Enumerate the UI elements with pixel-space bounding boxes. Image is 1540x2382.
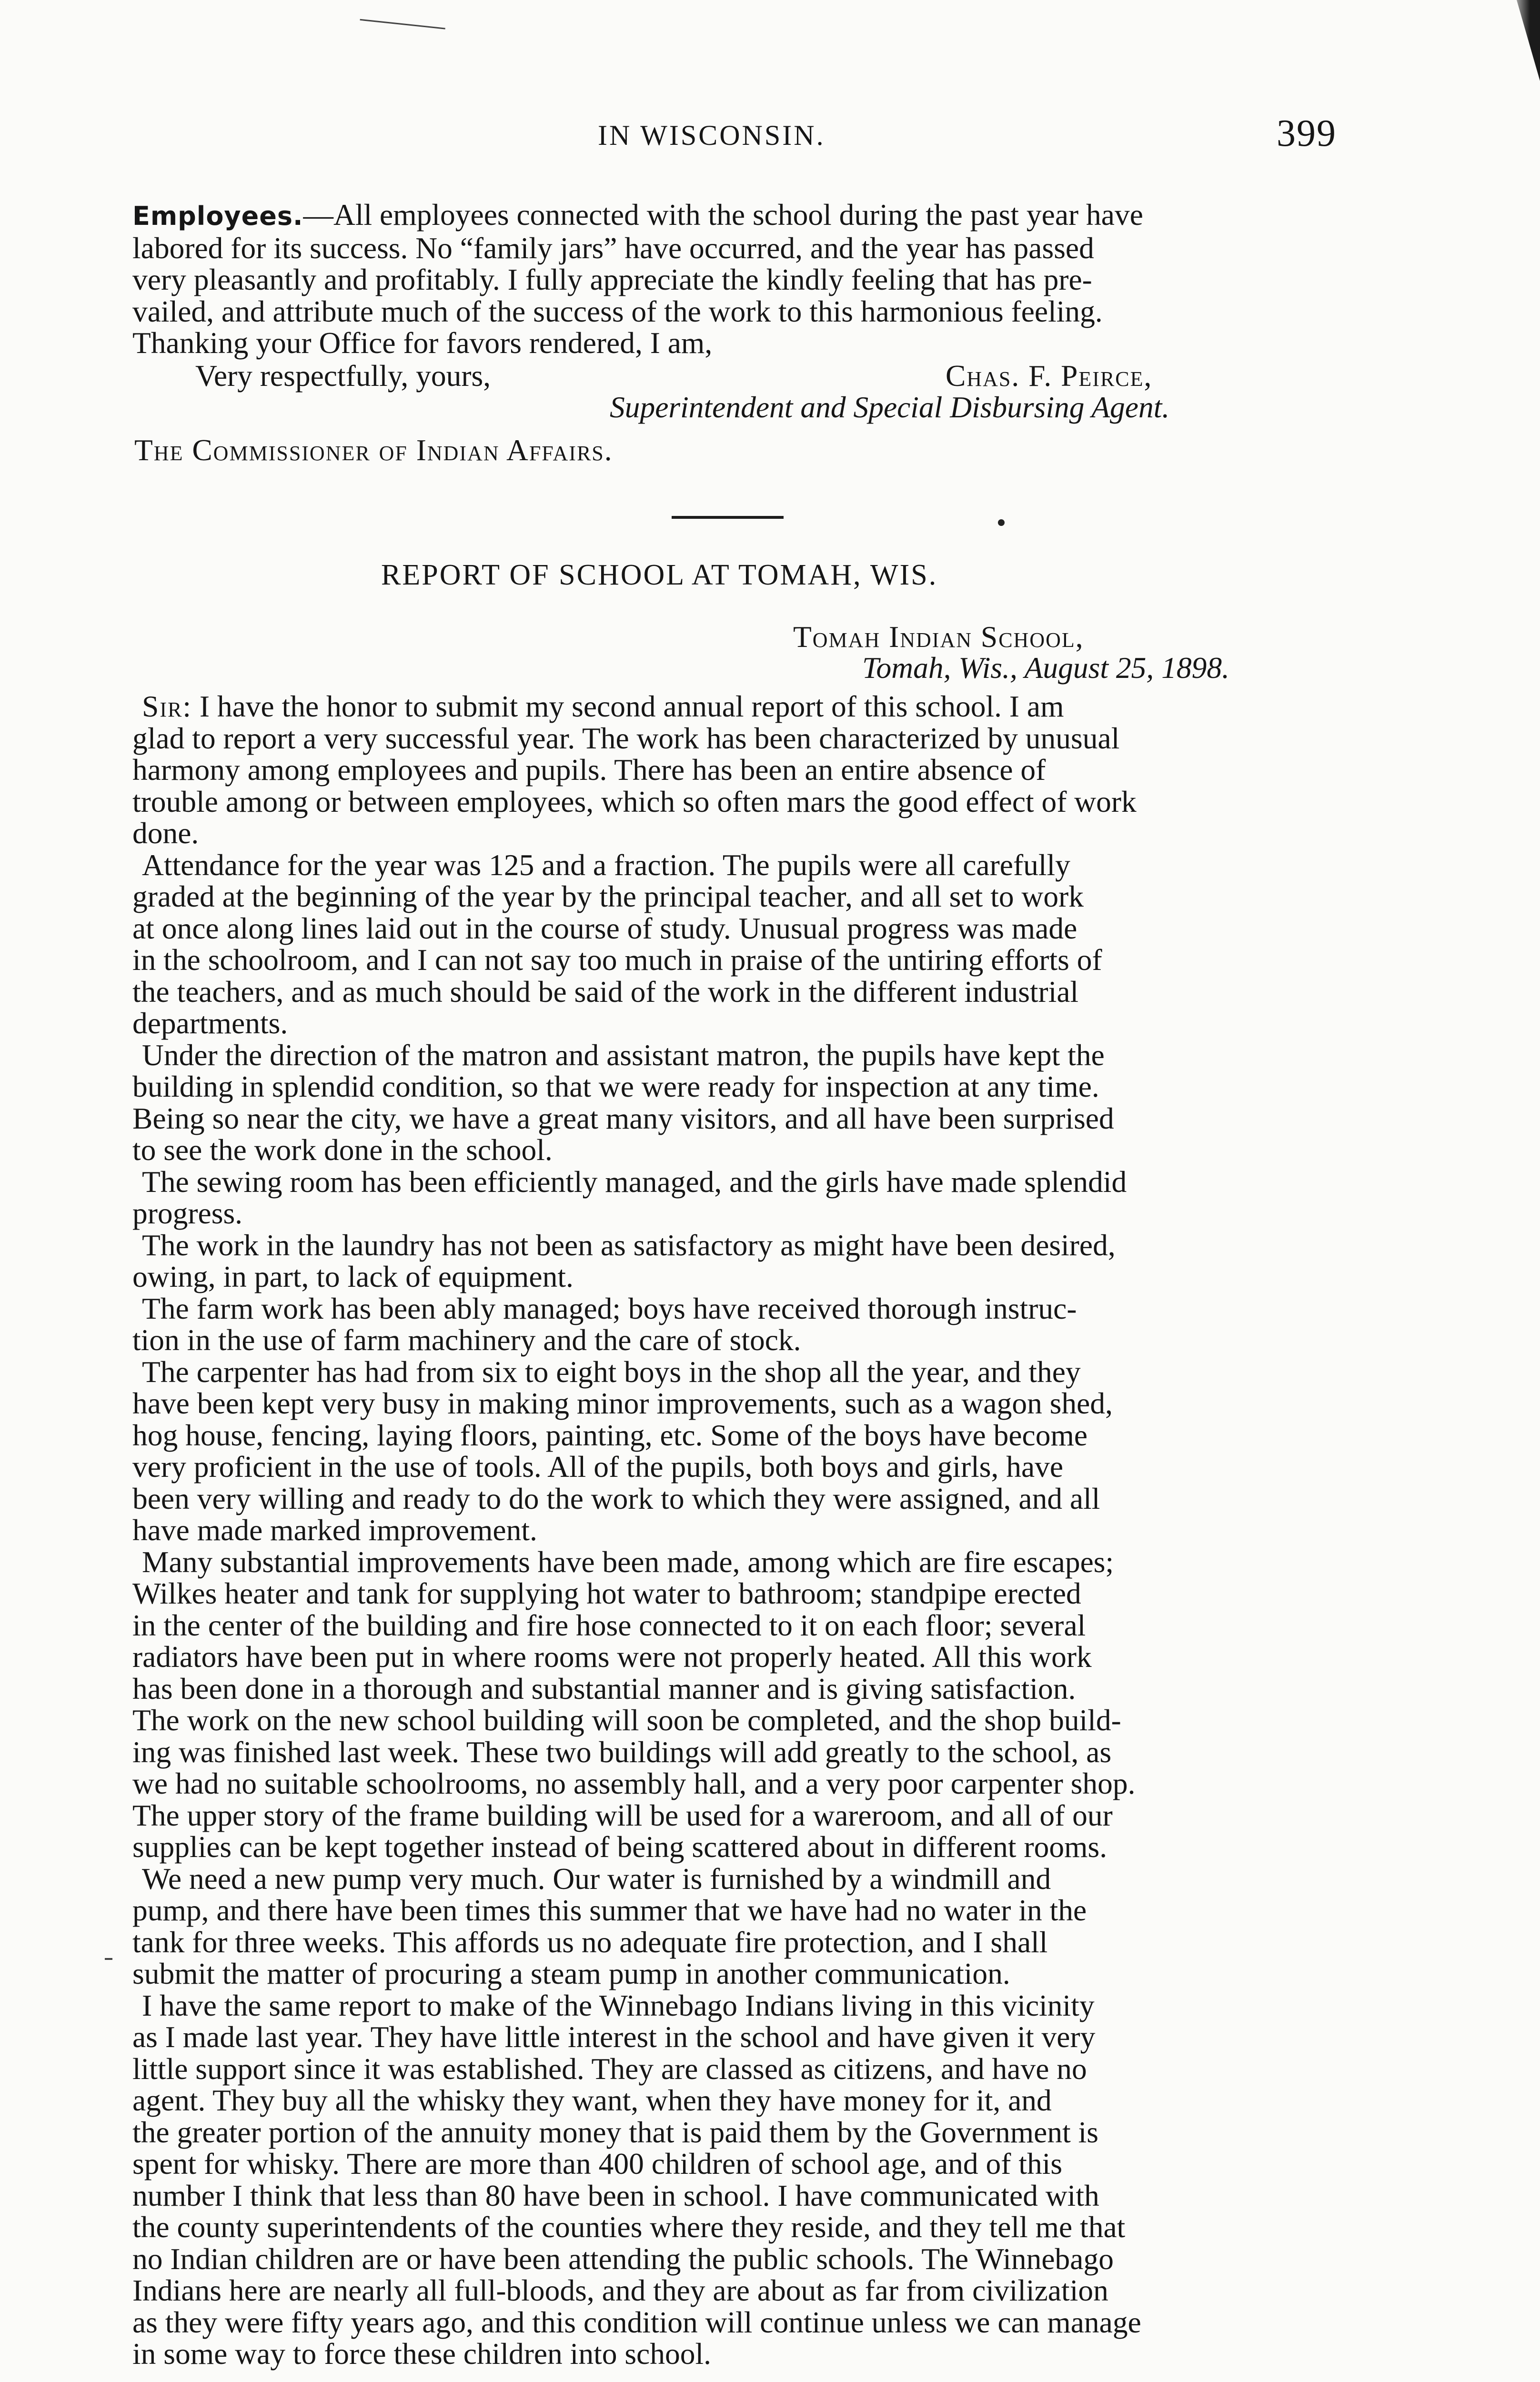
paragraph-line: building in splendid condition, so that we were ready for inspection at any time. xyxy=(132,1070,1099,1103)
paragraph-line: The work on the new school building will soon be completed, and the shop build- xyxy=(132,1703,1121,1737)
paragraph xyxy=(132,1356,1361,1546)
stray-dot xyxy=(998,519,1005,526)
paragraph-line: hog house, fencing, laying floors, painting, etc. Some of the boys have become xyxy=(132,1418,1088,1452)
paragraph xyxy=(132,1546,1361,1863)
paragraph-line: tion in the use of farm machinery and the care of stock. xyxy=(132,1323,801,1357)
paragraph-line: We need a new pump very much. Our water is furnished by a windmill and xyxy=(142,1861,1051,1896)
paragraph-line: The carpenter has had from six to eight boys in the shop all the year, and they xyxy=(142,1354,1081,1389)
paragraph-line: supplies can be kept together instead of being scattered about in different rooms. xyxy=(132,1830,1107,1864)
paragraph-line: in the schoolroom, and I can not say too much in praise of the untiring efforts of xyxy=(132,943,1102,977)
running-head: IN WISCONSIN. xyxy=(598,120,825,151)
paragraph xyxy=(132,1166,1361,1230)
paragraph-line: Attendance for the year was 125 and a fraction. The pupils were all carefully xyxy=(142,848,1070,882)
paragraph-line: submit the matter of procuring a steam pump in another communication. xyxy=(132,1957,1010,1990)
paragraph-line: harmony among employees and pupils. There has been an entire absence of xyxy=(132,753,1046,787)
paragraph xyxy=(132,849,1361,1040)
dateline-place-date: Tomah, Wis., August 25, 1898. xyxy=(862,651,1229,685)
paragraph-line: very proficient in the use of tools. All of the pupils, both boys and girls, have xyxy=(132,1450,1064,1484)
paragraph-line: to see the work done in the school. xyxy=(132,1133,553,1167)
paragraph-line: owing, in part, to lack of equipment. xyxy=(132,1260,574,1293)
signer-title: Superintendent and Special Disbursing Agent. xyxy=(610,390,1170,424)
paragraph-line: progress. xyxy=(132,1196,243,1230)
paragraph-line: have made marked improvement. xyxy=(132,1513,537,1547)
report-body xyxy=(132,691,1361,2370)
paragraph-line: Many substantial improvements have been made, among which are fire escapes; xyxy=(142,1544,1114,1579)
paragraph-line: number I think that less than 80 have been in school. I have communicated with xyxy=(132,2178,1099,2212)
paragraph-line: as I made last year. They have little interest in the school and have given it very xyxy=(132,2020,1096,2054)
paragraph-line: as they were fifty years ago, and this condition will continue unless we can manage xyxy=(132,2305,1141,2339)
paragraph-line: has been done in a thorough and substantial manner and is giving satisfaction. xyxy=(132,1671,1076,1706)
paragraph-line: The farm work has been ably managed; boys have received thorough instruc- xyxy=(142,1291,1077,1325)
paragraph-line: been very willing and ready to do the work to which they were assigned, and all xyxy=(132,1481,1100,1515)
paragraph-line: spent for whisky. There are more than 400 children of school age, and of this xyxy=(132,2147,1063,2180)
paragraph-line: Under the direction of the matron and assistant matron, the pupils have kept the xyxy=(142,1038,1105,1072)
scan-mark xyxy=(360,0,448,30)
paragraph xyxy=(132,1863,1361,1990)
paragraph-line: The sewing room has been efficiently managed, and the girls have made splendid xyxy=(142,1164,1127,1199)
paragraph-line: at once along lines laid out in the course of study. Unusual progress was made xyxy=(132,911,1077,945)
addressee: The Commissioner of Indian Affairs. xyxy=(134,433,613,467)
paragraph-line: vailed, and attribute much of the success of the work to this harmonious feeling. xyxy=(132,294,1103,328)
paragraph-line: done. xyxy=(132,816,199,850)
paragraph-line: the county superintendents of the counties where they reside, and they tell me that xyxy=(132,2210,1126,2244)
paragraph xyxy=(132,1040,1361,1166)
paragraph-line: agent. They buy all the whisky they want, when they have money for it, and xyxy=(132,2083,1052,2117)
paragraph-line: the teachers, and as much should be said of the work in the different industrial xyxy=(132,974,1079,1009)
paragraph-line: radiators have been put in where rooms were not properly heated. All this work xyxy=(132,1640,1092,1674)
signer-name: Chas. F. Peirce, xyxy=(946,359,1153,393)
page-edge-shadow xyxy=(1507,0,1540,81)
paragraph-line: graded at the beginning of the year by the principal teacher, and all set to work xyxy=(132,879,1084,913)
margin-mark xyxy=(105,1958,112,1960)
paragraph-line: have been kept very busy in making minor improvements, such as a wagon shed, xyxy=(132,1386,1113,1420)
paragraph-line: Being so near the city, we have a great many visitors, and all have been surprised xyxy=(132,1101,1114,1135)
sidehead: Employees. xyxy=(132,201,303,231)
letter-closing-block xyxy=(132,199,1361,359)
paragraph-line: trouble among or between employees, which so often mars the good effect of work xyxy=(132,784,1137,818)
paragraph-line: pump, and there have been times this summer that we have had no water in the xyxy=(132,1893,1087,1927)
paragraph-line: departments. xyxy=(132,1006,288,1040)
page-number: 399 xyxy=(1277,112,1337,154)
paragraph-line: labored for its success. No “family jars” have occurred, and the year has passed xyxy=(132,231,1094,265)
paragraph-line: ing was finished last week. These two buildings will add greatly to the school, as xyxy=(132,1735,1112,1769)
paragraph xyxy=(132,1230,1361,1293)
paragraph-line: in the center of the building and fire hose connected to it on each floor; several xyxy=(132,1608,1086,1642)
paragraph-line: little support since it was established. They are classed as citizens, and have no xyxy=(132,2051,1087,2086)
valediction: Very respectfully, yours, xyxy=(195,359,491,393)
paragraph-line: The upper story of the frame building will be used for a wareroom, and all of our xyxy=(132,1798,1113,1832)
paragraph-line: I have the same report to make of the Winnebago Indians living in this vicinity xyxy=(142,1988,1095,2022)
paragraph xyxy=(132,1293,1361,1356)
paragraph-line: Sir: I have the honor to submit my second annual report of this school. I am xyxy=(142,689,1064,723)
paragraph-line: glad to report a very successful year. The work has been characterized by unusual xyxy=(132,721,1120,755)
paragraph xyxy=(132,1990,1361,2370)
paragraph xyxy=(132,691,1361,849)
paragraph-line: Indians here are nearly all full-bloods, and they are about as far from civilization xyxy=(132,2273,1108,2307)
dateline-institution: Tomah Indian School, xyxy=(793,620,1084,654)
paragraph-line: the greater portion of the annuity money that is paid them by the Government is xyxy=(132,2115,1098,2149)
paragraph-line: very pleasantly and profitably. I fully appreciate the kindly feeling that has pre- xyxy=(132,262,1092,296)
paragraph-line: no Indian children are or have been attending the public schools. The Winnebago xyxy=(132,2241,1114,2276)
salutation: Sir: xyxy=(142,689,192,723)
paragraph-line: in some way to force these children into school. xyxy=(132,2337,711,2371)
paragraph-line: The work in the laundry has not been as satisfactory as might have been desired, xyxy=(142,1228,1116,1262)
paragraph-line: tank for three weeks. This affords us no adequate fire protection, and I shall xyxy=(132,1925,1048,1959)
section-divider xyxy=(672,516,784,519)
closing-line: Thanking your Office for favors rendered, I am, xyxy=(132,326,713,360)
paragraph-line: Wilkes heater and tank for supplying hot water to bathroom; standpipe erected xyxy=(132,1576,1081,1610)
paragraph-line: Employees.—All employees connected with the school during the past year have xyxy=(132,198,1143,232)
section-title: REPORT OF SCHOOL AT TOMAH, WIS. xyxy=(381,559,938,591)
paragraph-line: we had no suitable schoolrooms, no assembly hall, and a very poor carpenter shop. xyxy=(132,1766,1136,1800)
